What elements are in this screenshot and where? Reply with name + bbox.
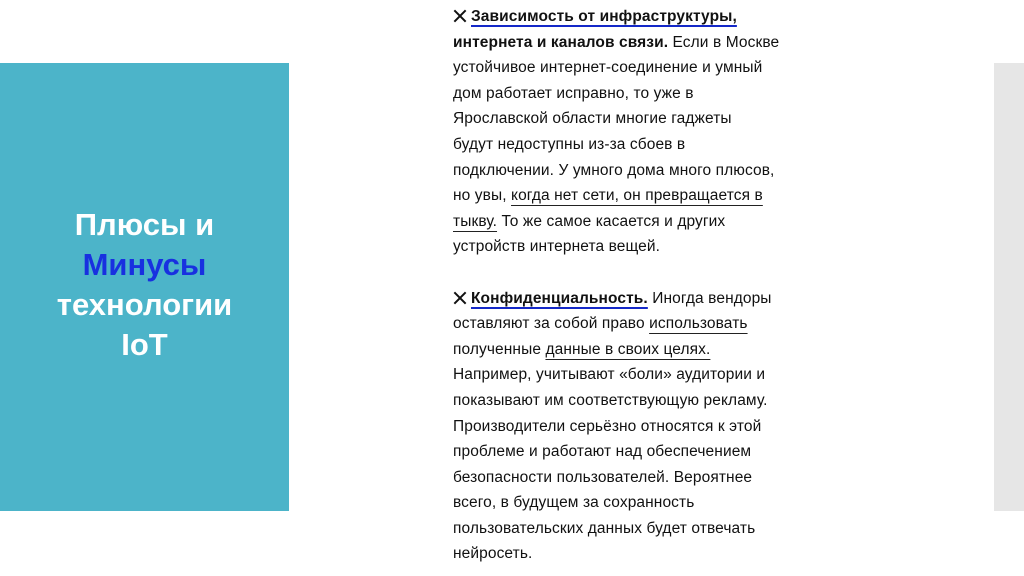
- section2-line7: проблеме и работают над обеспечением: [453, 443, 752, 461]
- title-line-4: IoT: [121, 326, 168, 362]
- title-panel: [0, 63, 289, 511]
- section-spacer: [453, 260, 823, 286]
- section1-heading-cont: интернета и каналов связи.: [453, 33, 669, 51]
- section2-line5: показывают им соответствующую рекламу.: [453, 391, 768, 409]
- section2-line9: всего, в будущем за сохранность: [453, 494, 695, 512]
- section1-line4: дом работает исправно, то уже в: [453, 84, 694, 102]
- section1-line6: будут недоступны из-за сбоев в: [453, 135, 686, 153]
- section2-line1: [453, 286, 823, 312]
- section2-line3: [453, 337, 823, 363]
- section1-line8: [453, 183, 823, 209]
- text-run: Иногда вендоры: [647, 289, 772, 307]
- underlined-phrase: использовать: [649, 315, 748, 333]
- section1-heading: Зависимость от инфраструктуры,: [471, 8, 737, 25]
- section2-line11: нейросеть.: [453, 545, 533, 563]
- section2-line2: [453, 311, 823, 337]
- section1-line3: устойчивое интернет-соединение и умный: [453, 59, 763, 77]
- section1-line5: Ярославской области многие гаджеты: [453, 110, 732, 128]
- slide-body-text: [453, 4, 823, 567]
- section2-heading: Конфиденциальность.: [471, 289, 648, 307]
- cross-icon: [453, 291, 466, 304]
- section1-line10: устройств интернета вещей.: [453, 238, 661, 256]
- text-run: То же самое касается и других: [497, 212, 726, 230]
- section2-line8: безопасности пользователей. Вероятнее: [453, 468, 753, 486]
- title-line-1: Плюсы и: [74, 206, 215, 242]
- section1-line7: подключении. У умного дома много плюсов,: [453, 161, 775, 179]
- title-line-2-accent: Минусы: [82, 246, 207, 282]
- section2-line10: пользовательских данных будет отвечать: [453, 519, 756, 537]
- section2-line6: Производители серьёзно относятся к этой: [453, 417, 762, 435]
- underlined-phrase: тыкву.: [453, 212, 498, 230]
- section2-line4: Например, учитывают «боли» аудитории и: [453, 366, 766, 384]
- text-run: Если в Москве: [668, 33, 780, 51]
- section1-line9: [453, 209, 823, 235]
- slide-title: [57, 205, 232, 365]
- text-run: оставляют за собой право: [453, 315, 650, 333]
- underlined-phrase: данные в своих целях.: [545, 340, 711, 358]
- underlined-phrase: когда нет сети, он превращается в: [511, 187, 763, 205]
- section1-line1: [453, 4, 823, 30]
- section1-line2: [453, 30, 823, 56]
- title-line-3: технологии: [56, 286, 233, 322]
- side-decoration-bar: [994, 63, 1024, 511]
- text-run: полученные: [453, 340, 546, 358]
- text-run: но увы,: [453, 187, 512, 205]
- cross-icon: [453, 9, 466, 22]
